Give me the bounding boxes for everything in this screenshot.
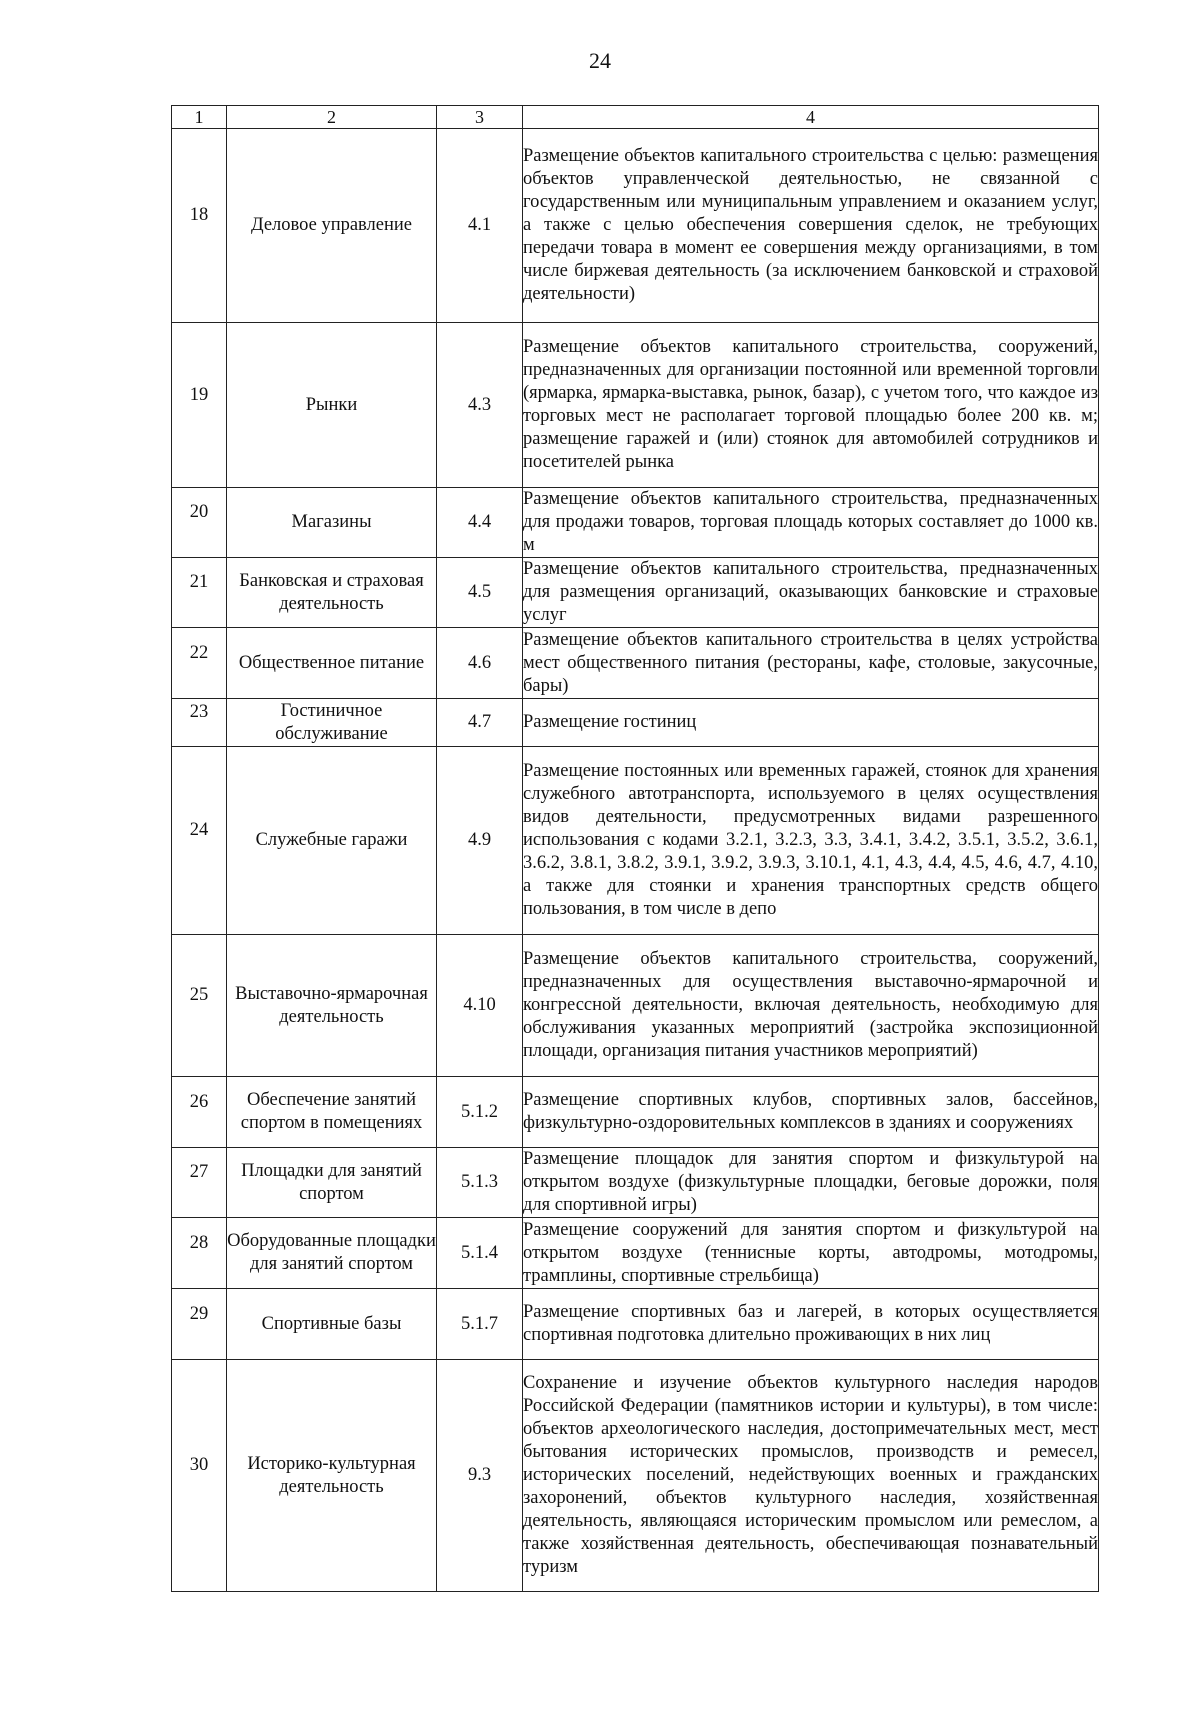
table-row <box>172 747 1099 935</box>
row-number: 25 <box>172 935 227 1077</box>
table-row <box>172 488 1099 558</box>
use-type-name: Оборудованные площадки для занятий спортом <box>227 1218 437 1289</box>
column-header: 4 <box>523 106 1099 129</box>
use-type-description: Размещение объектов капитального строительства, предназначенных для продажи товаров, торговая площадь которых составляет до 1000 кв. м <box>523 488 1099 558</box>
use-type-description: Размещение сооружений для занятия спортом и физкультурой на открытом воздухе (теннисные корты, автодромы, мотодромы, трамплины, спортивные стрельбища) <box>523 1218 1099 1289</box>
use-type-code: 4.6 <box>437 628 523 699</box>
table-row <box>172 1077 1099 1148</box>
table-row <box>172 1218 1099 1289</box>
use-type-code: 5.1.2 <box>437 1077 523 1148</box>
row-number: 18 <box>172 129 227 323</box>
table-row <box>172 935 1099 1077</box>
use-type-code: 4.7 <box>437 699 523 747</box>
use-type-description: Размещение объектов капитального строительства, предназначенных для размещения организаций, оказывающих банковские и страховые услуг <box>523 558 1099 628</box>
table-row <box>172 129 1099 323</box>
use-type-code: 4.4 <box>437 488 523 558</box>
use-type-name: Банковская и страховая деятельность <box>227 558 437 628</box>
use-type-name: Площадки для занятий спортом <box>227 1148 437 1218</box>
row-number: 27 <box>172 1148 227 1218</box>
row-number: 29 <box>172 1289 227 1360</box>
use-type-name: Гостиничное обслуживание <box>227 699 437 747</box>
row-number: 19 <box>172 323 227 488</box>
use-type-code: 4.5 <box>437 558 523 628</box>
use-type-code: 4.1 <box>437 129 523 323</box>
page-number: 24 <box>589 48 611 73</box>
use-type-name: Рынки <box>227 323 437 488</box>
use-type-code: 5.1.3 <box>437 1148 523 1218</box>
column-header: 1 <box>172 106 227 129</box>
use-type-code: 9.3 <box>437 1360 523 1592</box>
row-number: 26 <box>172 1077 227 1148</box>
row-number: 28 <box>172 1218 227 1289</box>
table-row <box>172 628 1099 699</box>
use-type-code: 4.10 <box>437 935 523 1077</box>
use-type-name: Обеспечение занятий спортом в помещениях <box>227 1077 437 1148</box>
table-row <box>172 558 1099 628</box>
row-number: 20 <box>172 488 227 558</box>
use-type-description: Размещение спортивных баз и лагерей, в которых осуществляется спортивная подготовка длительно проживающих в них лиц <box>523 1289 1099 1360</box>
row-number: 30 <box>172 1360 227 1592</box>
use-type-description: Размещение объектов капитального строительства в целях устройства мест общественного питания (рестораны, кафе, столовые, закусочные, бары) <box>523 628 1099 699</box>
use-type-name: Общественное питание <box>227 628 437 699</box>
use-type-code: 4.3 <box>437 323 523 488</box>
table-row <box>172 323 1099 488</box>
land-use-table <box>171 105 1099 1592</box>
use-type-name: Служебные гаражи <box>227 747 437 935</box>
use-type-name: Историко-культурная деятельность <box>227 1360 437 1592</box>
table-row <box>172 699 1099 747</box>
use-type-description: Размещение объектов капитального строительства, сооружений, предназначенных для организации постоянной или временной торговли (ярмарка, ярмарка-выставка, рынок, базар), с учетом того, что каждое из торговых мест не располагает торговой площадью более 200 кв. м; размещение гаражей и (или) стоянок для автомобилей сотрудников и посетителей рынка <box>523 323 1099 488</box>
use-type-description: Размещение площадок для занятия спортом и физкультурой на открытом воздухе (физкультурные площадки, беговые дорожки, поля для спортивной игры) <box>523 1148 1099 1218</box>
column-header: 3 <box>437 106 523 129</box>
use-type-description: Размещение объектов капитального строительства с целью: размещения объектов управленческой деятельностью, не связанной с государственным или муниципальным управлением и оказанием услуг, а также с целью обеспечения совершения сделок, не требующих передачи товара в момент ее совершения между организациями, в том числе биржевая деятельность (за исключением банковской и страховой деятельности) <box>523 129 1099 323</box>
table-row <box>172 1360 1099 1592</box>
table-row <box>172 1148 1099 1218</box>
row-number: 23 <box>172 699 227 747</box>
use-type-name: Магазины <box>227 488 437 558</box>
use-type-name: Выставочно-ярмарочная деятельность <box>227 935 437 1077</box>
use-type-description: Размещение объектов капитального строительства, сооружений, предназначенных для осуществления выставочно-ярмарочной и конгрессной деятельности, включая деятельность, необходимую для обслуживания указанных мероприятий (застройка экспозиционной площади, организация питания участников мероприятий) <box>523 935 1099 1077</box>
use-type-code: 4.9 <box>437 747 523 935</box>
use-type-description: Сохранение и изучение объектов культурного наследия народов Российской Федерации (памятников истории и культуры), в том числе: объектов археологического наследия, достопримечательных мест, мест бытования исторических промыслов, производств и ремесел, исторических поселений, недействующих военных и гражданских захоронений, объектов культурного наследия, хозяйственная деятельность, являющаяся историческим промыслом или ремеслом, а также хозяйственная деятельность, обеспечивающая познавательный туризм <box>523 1360 1099 1592</box>
use-type-name: Деловое управление <box>227 129 437 323</box>
column-header: 2 <box>227 106 437 129</box>
use-type-code: 5.1.4 <box>437 1218 523 1289</box>
row-number: 21 <box>172 558 227 628</box>
use-type-code: 5.1.7 <box>437 1289 523 1360</box>
row-number: 24 <box>172 747 227 935</box>
use-type-description: Размещение спортивных клубов, спортивных залов, бассейнов, физкультурно-оздоровительных комплексов в зданиях и сооружениях <box>523 1077 1099 1148</box>
row-number: 22 <box>172 628 227 699</box>
table-row <box>172 1289 1099 1360</box>
use-type-description: Размещение гостиниц <box>523 699 1099 747</box>
use-type-description: Размещение постоянных или временных гаражей, стоянок для хранения служебного автотранспорта, используемого в целях осуществления видов деятельности, предусмотренных видами разрешенного использования с кодами 3.2.1, 3.2.3, 3.3, 3.4.1, 3.4.2, 3.5.1, 3.5.2, 3.6.1, 3.6.2, 3.8.1, 3.8.2, 3.9.1, 3.9.2, 3.9.3, 3.10.1, 4.1, 4.3, 4.4, 4.5, 4.6, 4.7, 4.10, а также для стоянки и хранения транспортных средств общего пользования, в том числе в депо <box>523 747 1099 935</box>
use-type-name: Спортивные базы <box>227 1289 437 1360</box>
table-header-row <box>172 106 1099 129</box>
